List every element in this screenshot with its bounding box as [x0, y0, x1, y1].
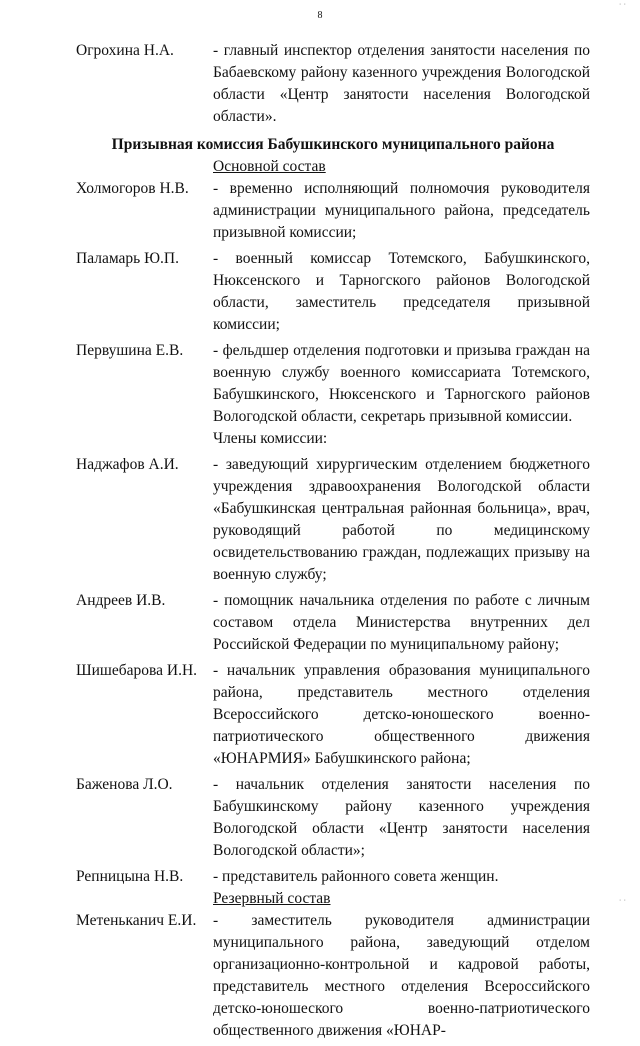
members-label: Члены комиссии:: [213, 430, 328, 447]
document-body: [76, 40, 590, 1046]
main-composition-heading: Основной состав: [213, 158, 326, 175]
member-description: - представитель районного совета женщин.: [213, 868, 499, 885]
member-description: - начальник отделения занятости населения по Бабушкинскому району казенного учреждения Вологодской области «Центр занятости населения Вологодской области»;: [213, 776, 590, 859]
reserve-composition-heading: Резервный состав: [213, 890, 331, 907]
main-member-row: [76, 248, 590, 336]
member-row: [76, 774, 590, 862]
member-name: Репницына Н.В.: [76, 868, 184, 885]
member-description: - начальник управления образования муниципального района, представитель местного отделения Всероссийского детско-юношеского военно-патриотического общественного движения «ЮНАРМИЯ» Бабушкинского района;: [213, 662, 590, 767]
member-description: - фельдшер отделения подготовки и призыва граждан на военную службу военного комиссариата Тотемского, Бабушкинского, Нюксенского и Тарногского районов Вологодской области, секретарь призывной комиссии.: [213, 342, 590, 425]
member-description: - помощник начальника отделения по работе с личным составом отдела Министерства внутренних дел Российской Федерации по муниципальному району;: [213, 592, 590, 653]
commission-title: Призывная комиссия Бабушкинского муниципального района: [111, 136, 555, 153]
member-row: [76, 590, 590, 656]
member-row: [76, 454, 590, 586]
member-row: [76, 660, 590, 770]
member-description: - военный комиссар Тотемского, Бабушкинского, Нюксенского и Тарногского районов Вологодской области, заместитель председателя призывной комиссии;: [213, 250, 590, 333]
member-description: - заместитель руководителя администрации муниципального района, заведующий отделом организационно-контрольной и кадровой работы, представитель местного отделения Всероссийского детско-юношеского военно-патриотического общественного движения «ЮНАР-: [213, 912, 590, 1039]
member-name: Баженова Л.О.: [76, 776, 173, 793]
main-member-row: [76, 340, 590, 428]
member-name: Андреев И.В.: [76, 592, 166, 609]
member-name: Шишебарова И.Н.: [76, 662, 198, 679]
member-description: - временно исполняющий полномочия руководителя администрации муниципального района, председатель призывной комиссии;: [213, 180, 590, 241]
member-name: Паламарь Ю.П.: [76, 250, 179, 267]
page-number: 8: [317, 10, 323, 21]
member-name: Огрохина Н.А.: [76, 42, 174, 59]
scan-corner-mark: ‧ ‧: [618, 896, 626, 905]
member-name: Первушина Е.В.: [76, 342, 184, 359]
scan-corner-mark: ‧ ‧: [618, 0, 626, 9]
main-member-row: [76, 178, 590, 244]
reserve-member-row: [76, 910, 590, 1042]
member-description: - заведующий хирургическим отделением бюджетного учреждения здравоохранения Вологодской области «Бабушкинская центральная районная больница», врач, руководящий работой по медицинскому освидетельствованию граждан, подлежащих призыву на военную службу;: [213, 456, 590, 583]
member-name: Наджафов А.И.: [76, 456, 179, 473]
top-entry: [76, 40, 590, 128]
member-description: - главный инспектор отделения занятости населения по Бабаевскому району казенного учреждения Вологодской области «Центр занятости населения Вологодской области».: [213, 42, 590, 125]
member-name: Холмогоров Н.В.: [76, 180, 189, 197]
member-name: Метеньканич Е.И.: [76, 912, 197, 929]
member-row: [76, 866, 590, 888]
